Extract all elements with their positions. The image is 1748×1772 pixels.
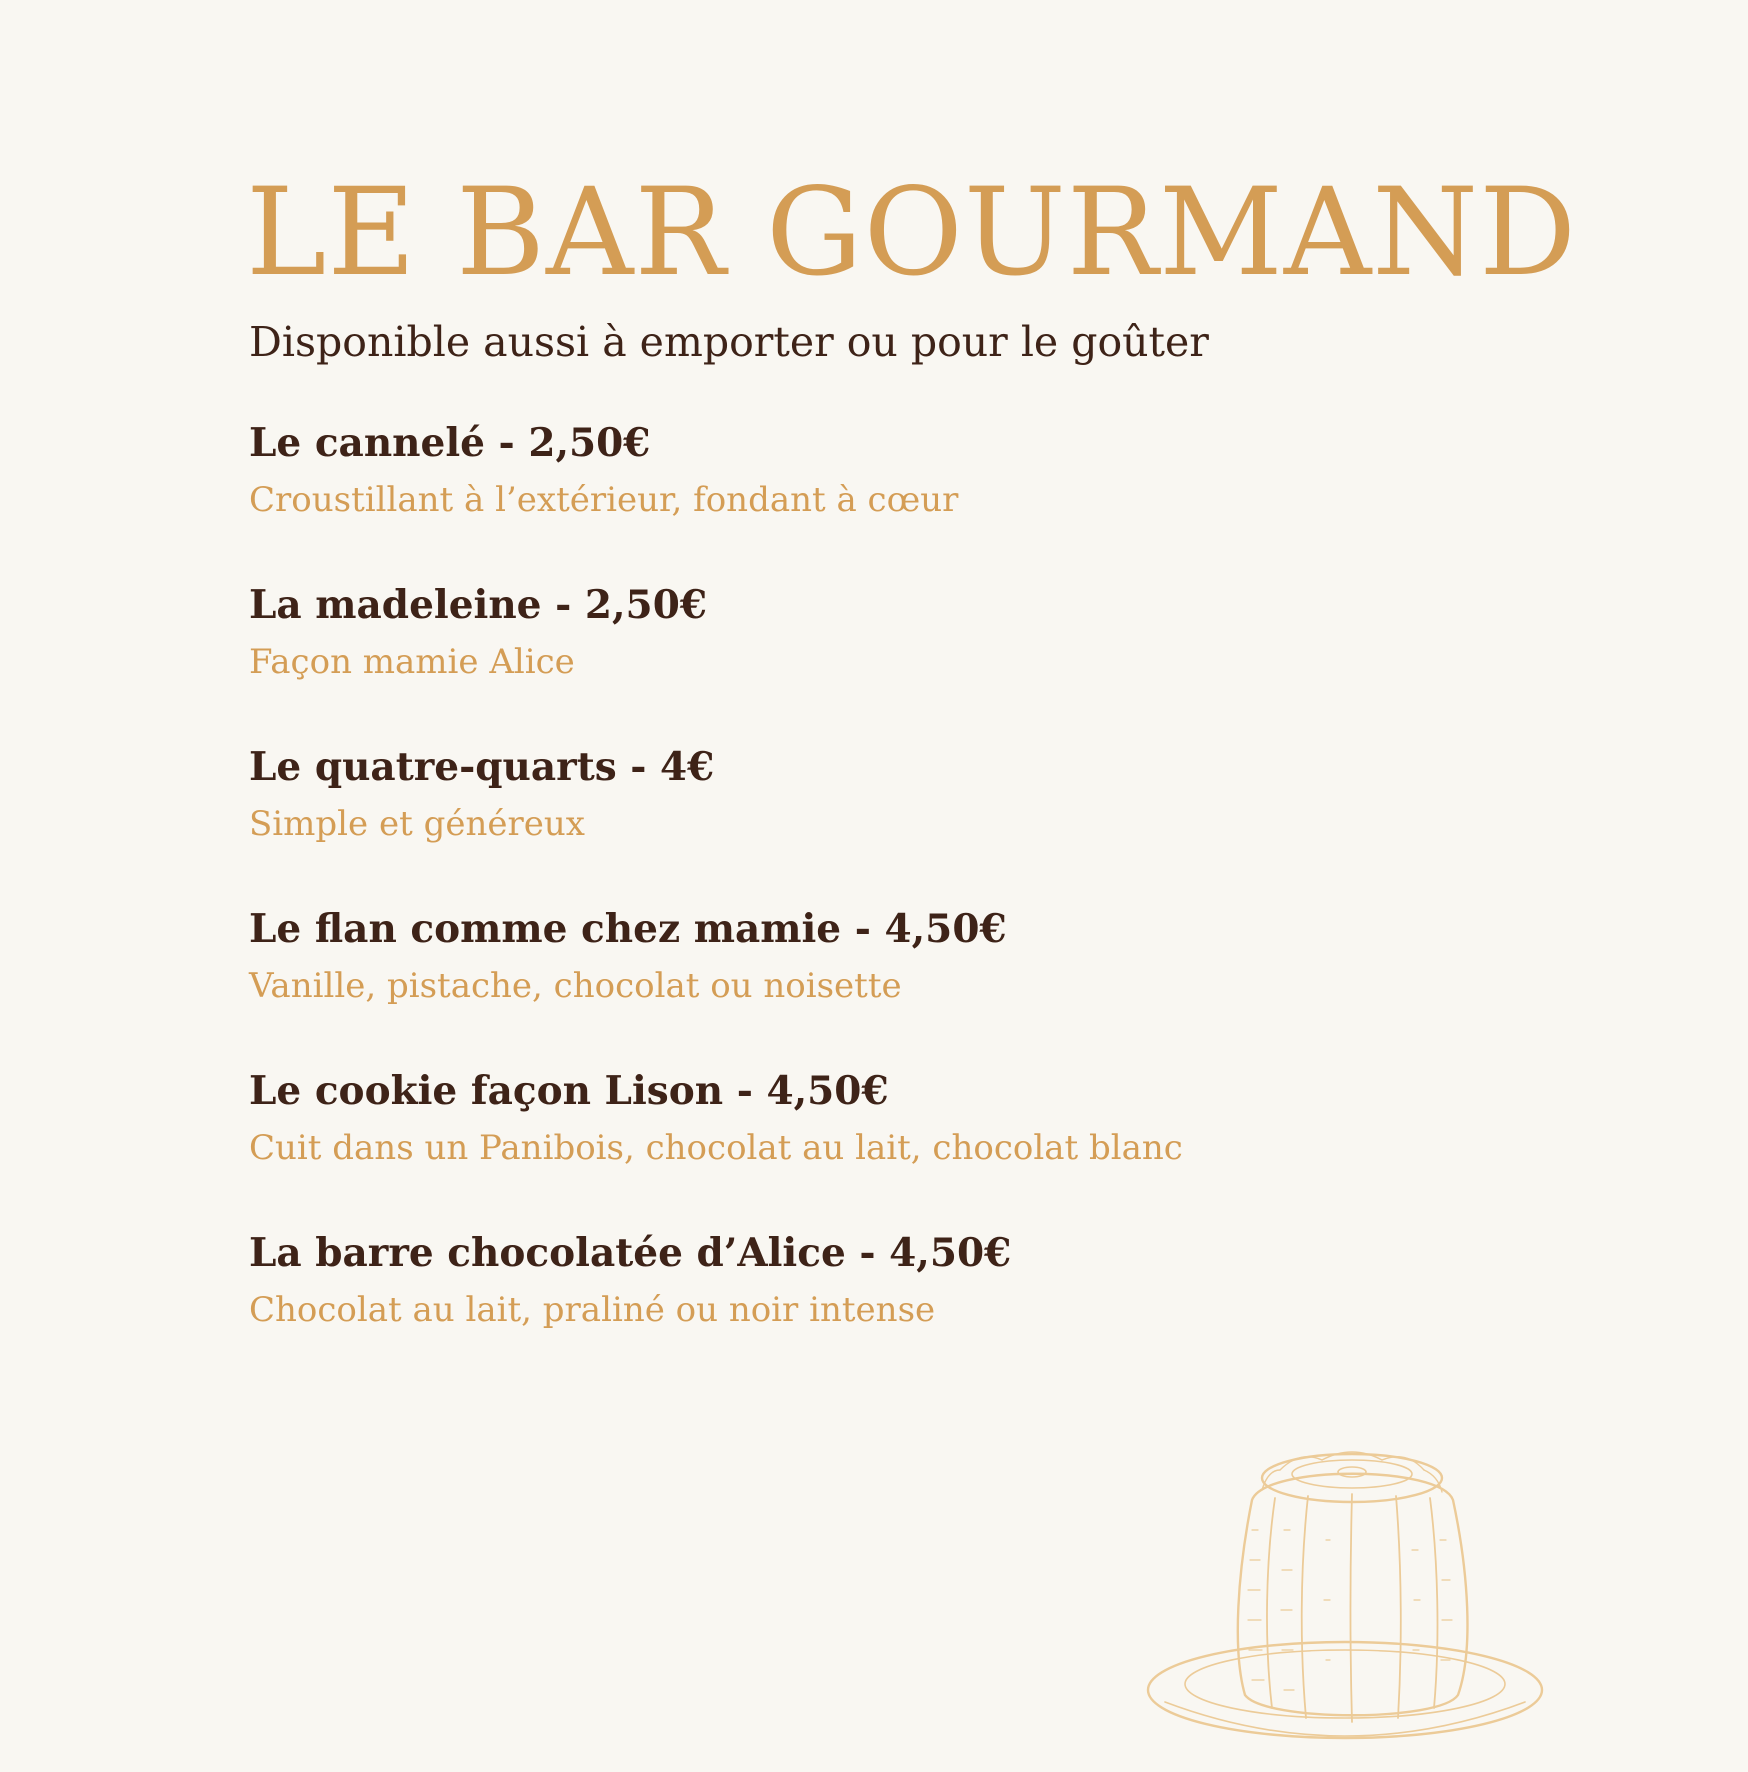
menu-item-name: Le flan comme chez mamie - 4,50€ (249, 906, 1007, 952)
menu-item (249, 1068, 1549, 1230)
menu-item-name: La barre chocolatée d’Alice - 4,50€ (249, 1230, 1012, 1276)
menu-item-description: Croustillant à l’extérieur, fondant à cœur (249, 480, 959, 520)
menu-list (249, 420, 1549, 1392)
menu-item-name: Le quatre-quarts - 4€ (249, 744, 715, 790)
canele-on-plate-icon (1140, 1440, 1560, 1760)
menu-item-name: La madeleine - 2,50€ (249, 582, 707, 628)
menu-item-description: Chocolat au lait, praliné ou noir intense (249, 1290, 936, 1330)
menu-item (249, 1230, 1549, 1392)
menu-item-description: Façon mamie Alice (249, 642, 575, 682)
menu-item-description: Cuit dans un Panibois, chocolat au lait, chocolat blanc (249, 1128, 1183, 1168)
menu-item (249, 582, 1549, 744)
menu-item-description: Vanille, pistache, chocolat ou noisette (249, 966, 902, 1006)
menu-item-description: Simple et généreux (249, 804, 585, 844)
menu-item-name: Le cannelé - 2,50€ (249, 420, 651, 466)
menu-title: LE BAR GOURMAND (246, 162, 1578, 303)
menu-item-name: Le cookie façon Lison - 4,50€ (249, 1068, 889, 1114)
menu-item (249, 744, 1549, 906)
menu-subtitle: Disponible aussi à emporter ou pour le goûter (249, 318, 1209, 366)
menu-item (249, 906, 1549, 1068)
menu-item (249, 420, 1549, 582)
